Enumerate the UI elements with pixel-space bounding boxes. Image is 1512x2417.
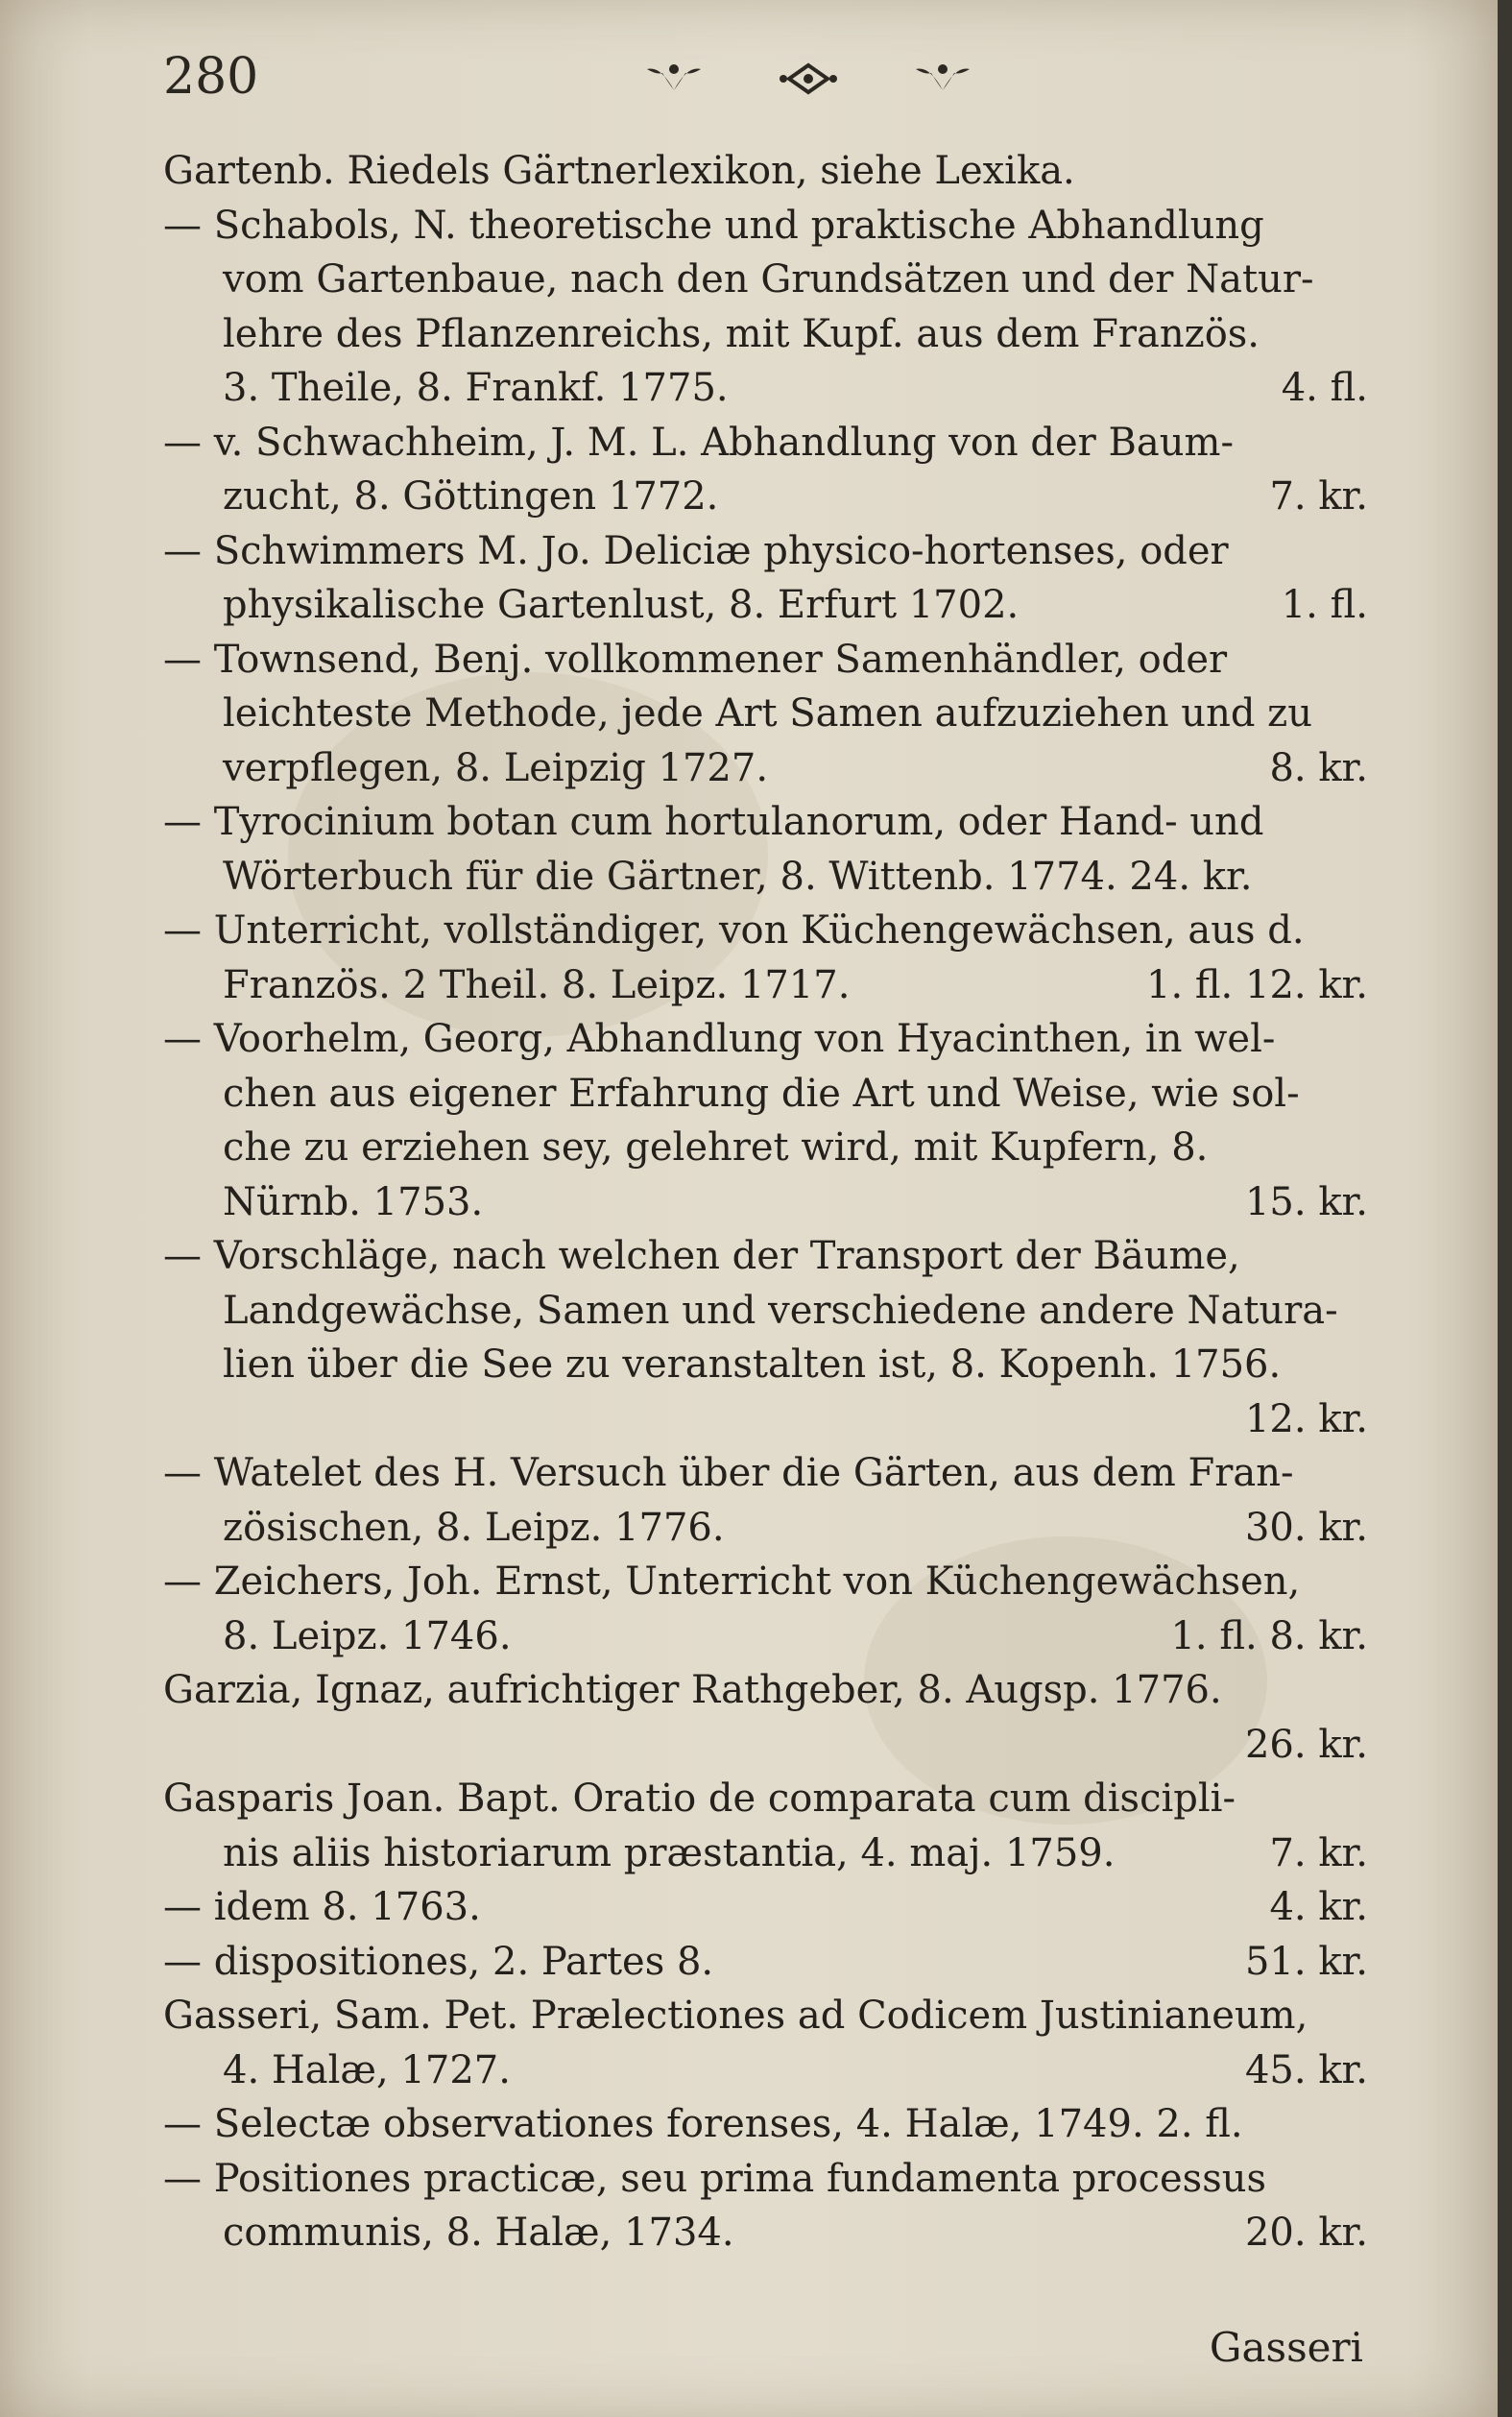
catalog-line (163, 633, 1368, 688)
catalog-line (163, 1826, 1368, 1881)
catalog-line-text: leichteste Methode, jede Art Samen aufzuziehen und zu (223, 691, 1312, 736)
catalog-line-text: zösischen, 8. Leipz. 1776. (223, 1505, 725, 1550)
catalog-line (163, 2152, 1368, 2207)
catalog-line (163, 416, 1368, 471)
catalog-line-price: 26. kr. (1244, 1722, 1368, 1767)
catalog-line (163, 1338, 1368, 1392)
diamond-ornament-icon (778, 61, 839, 96)
catalog-line-text: — dispositiones, 2. Partes 8. (163, 1939, 714, 1984)
catalog-line (163, 1935, 1368, 1990)
page-number: 280 (163, 48, 259, 106)
catalog-line-text: — Schabols, N. theoretische und praktische Abhandlung (163, 203, 1264, 248)
catalog-line-text: physikalische Gartenlust, 8. Erfurt 1702. (223, 583, 1020, 627)
catalog-line-text: Nürnb. 1753. (223, 1179, 484, 1224)
catalog-line-text: zucht, 8. Göttingen 1772. (223, 474, 719, 519)
floral-ornament-icon (643, 61, 705, 96)
catalog-line (163, 2097, 1368, 2152)
catalog-line-price: 7. kr. (1269, 1830, 1368, 1875)
catalog-line-text: — Zeichers, Joh. Ernst, Unterricht von Küchengewächsen, (163, 1559, 1301, 1604)
catalog-line (163, 1555, 1368, 1609)
catalog-line-price: 20. kr. (1244, 2211, 1368, 2255)
catalog-line-price: 1. fl. (1281, 583, 1368, 627)
catalog-line-text: — idem 8. 1763. (163, 1885, 481, 1929)
catalog-line-text: lehre des Pflanzenreichs, mit Kupf. aus dem Französ. (223, 311, 1260, 356)
catalog-line (163, 795, 1368, 850)
catalog-line (163, 1067, 1368, 1122)
catalog-line-price: 12. kr. (1244, 1396, 1368, 1441)
catchword: Gasseri (1209, 2324, 1363, 2371)
catalog-line (163, 850, 1368, 905)
catalog-line (163, 144, 1368, 199)
catalog-line (163, 1229, 1368, 1284)
catalog-line-text: lien über die See zu veranstalten ist, 8. Kopenh. 1756. (223, 1342, 1282, 1387)
catalog-line (163, 741, 1368, 796)
catalog-line-price: 8. kr. (1269, 745, 1368, 790)
catalog-line (163, 1175, 1368, 1230)
catalog-line-price: 4. kr. (1269, 1885, 1368, 1929)
catalog-line-text: 4. Halæ, 1727. (223, 2047, 511, 2092)
catalog-line (163, 1121, 1368, 1175)
catalog-line-text: — Voorhelm, Georg, Abhandlung von Hyacinthen, in wel- (163, 1017, 1276, 1061)
catalog-line-text: Gasseri, Sam. Pet. Prælectiones ad Codicem Justinianeum, (163, 1994, 1308, 2038)
catalog-line (163, 687, 1368, 741)
catalog-line (163, 1501, 1368, 1556)
catalog-line-price: 30. kr. (1244, 1505, 1368, 1550)
catalog-line-text: che zu erziehen sey, gelehret wird, mit Kupfern, 8. (223, 1125, 1209, 1170)
catalog-line-text: nis aliis historiarum præstantia, 4. maj. 1759. (223, 1830, 1116, 1875)
catalog-line-text: Gartenb. Riedels Gärtnerlexikon, siehe Lexika. (163, 149, 1075, 193)
catalog-line-text: 8. Leipz. 1746. (223, 1613, 512, 1658)
catalog-line-text: chen aus eigener Erfahrung die Art und Weise, wie sol- (223, 1071, 1300, 1116)
catalog-line (163, 1718, 1368, 1773)
catalog-line-text: Französ. 2 Theil. 8. Leipz. 1717. (223, 962, 851, 1007)
catalog-line-text: verpflegen, 8. Leipzig 1727. (223, 745, 769, 790)
floral-ornament-icon (912, 61, 973, 96)
catalog-line (163, 307, 1368, 362)
catalog-line (163, 524, 1368, 579)
catalog-line-text: — Schwimmers M. Jo. Deliciæ physico-hortenses, oder (163, 528, 1229, 573)
catalog-line-text: communis, 8. Halæ, 1734. (223, 2211, 734, 2255)
catalog-line (163, 904, 1368, 958)
catalog-line (163, 1446, 1368, 1501)
catalog-line (163, 578, 1368, 633)
page-edge (1498, 0, 1512, 2417)
catalog-line (163, 1989, 1368, 2043)
catalog-line (163, 1663, 1368, 1718)
catalog-line-text: Gasparis Joan. Bapt. Oratio de comparata cum discipli- (163, 1776, 1236, 1821)
catalog-line-text: Wörterbuch für die Gärtner, 8. Wittenb. 1774. 24. kr. (223, 854, 1253, 899)
catalog-line (163, 253, 1368, 307)
catalog-line-price: 45. kr. (1244, 2047, 1368, 2092)
page-header (163, 48, 1363, 115)
catalog-line (163, 1609, 1368, 1664)
catalog-line-text: — Watelet des H. Versuch über die Gärten, aus dem Fran- (163, 1451, 1294, 1495)
catalog-line-text: — Selectæ observationes forenses, 4. Halæ, 1749. 2. fl. (163, 2102, 1243, 2146)
catalog-line-text: — Vorschläge, nach welchen der Transport der Bäume, (163, 1234, 1240, 1278)
catalog-line-text: — Tyrocinium botan cum hortulanorum, oder Hand- und (163, 800, 1264, 844)
catalog-line (163, 1012, 1368, 1067)
catalog-line-price: 1. fl. 8. kr. (1170, 1613, 1368, 1658)
catalog-line-price: 51. kr. (1244, 1939, 1368, 1984)
catalog-line (163, 199, 1368, 254)
catalog-line (163, 2043, 1368, 2098)
catalog-text (163, 144, 1368, 2260)
catalog-line-text: 3. Theile, 8. Frankf. 1775. (223, 366, 729, 410)
catalog-line-price: 4. fl. (1281, 366, 1368, 410)
catalog-line (163, 1772, 1368, 1826)
catalog-line (163, 1880, 1368, 1935)
catalog-line (163, 1284, 1368, 1339)
catalog-line-price: 1. fl. 12. kr. (1146, 962, 1368, 1007)
catalog-line-text: — Unterricht, vollständiger, von Küchengewächsen, aus d. (163, 908, 1305, 953)
catalog-line-text: — v. Schwachheim, J. M. L. Abhandlung von der Baum- (163, 420, 1234, 465)
catalog-line-text: — Townsend, Benj. vollkommener Samenhändler, oder (163, 637, 1228, 682)
catalog-line (163, 361, 1368, 416)
catalog-line (163, 470, 1368, 524)
catalog-line-text: Garzia, Ignaz, aufrichtiger Rathgeber, 8. Augsp. 1776. (163, 1668, 1222, 1712)
catalog-line (163, 1392, 1368, 1447)
catalog-line-price: 7. kr. (1269, 474, 1368, 519)
catalog-line-text: Landgewächse, Samen und verschiedene andere Natura- (223, 1288, 1338, 1333)
catalog-line (163, 2206, 1368, 2260)
catalog-line-price: 15. kr. (1244, 1179, 1368, 1224)
catalog-line (163, 958, 1368, 1013)
catalog-line-text: vom Gartenbaue, nach den Grundsätzen und der Natur- (223, 257, 1314, 302)
catalog-line-text: — Positiones practicæ, seu prima fundamenta processus (163, 2156, 1267, 2201)
